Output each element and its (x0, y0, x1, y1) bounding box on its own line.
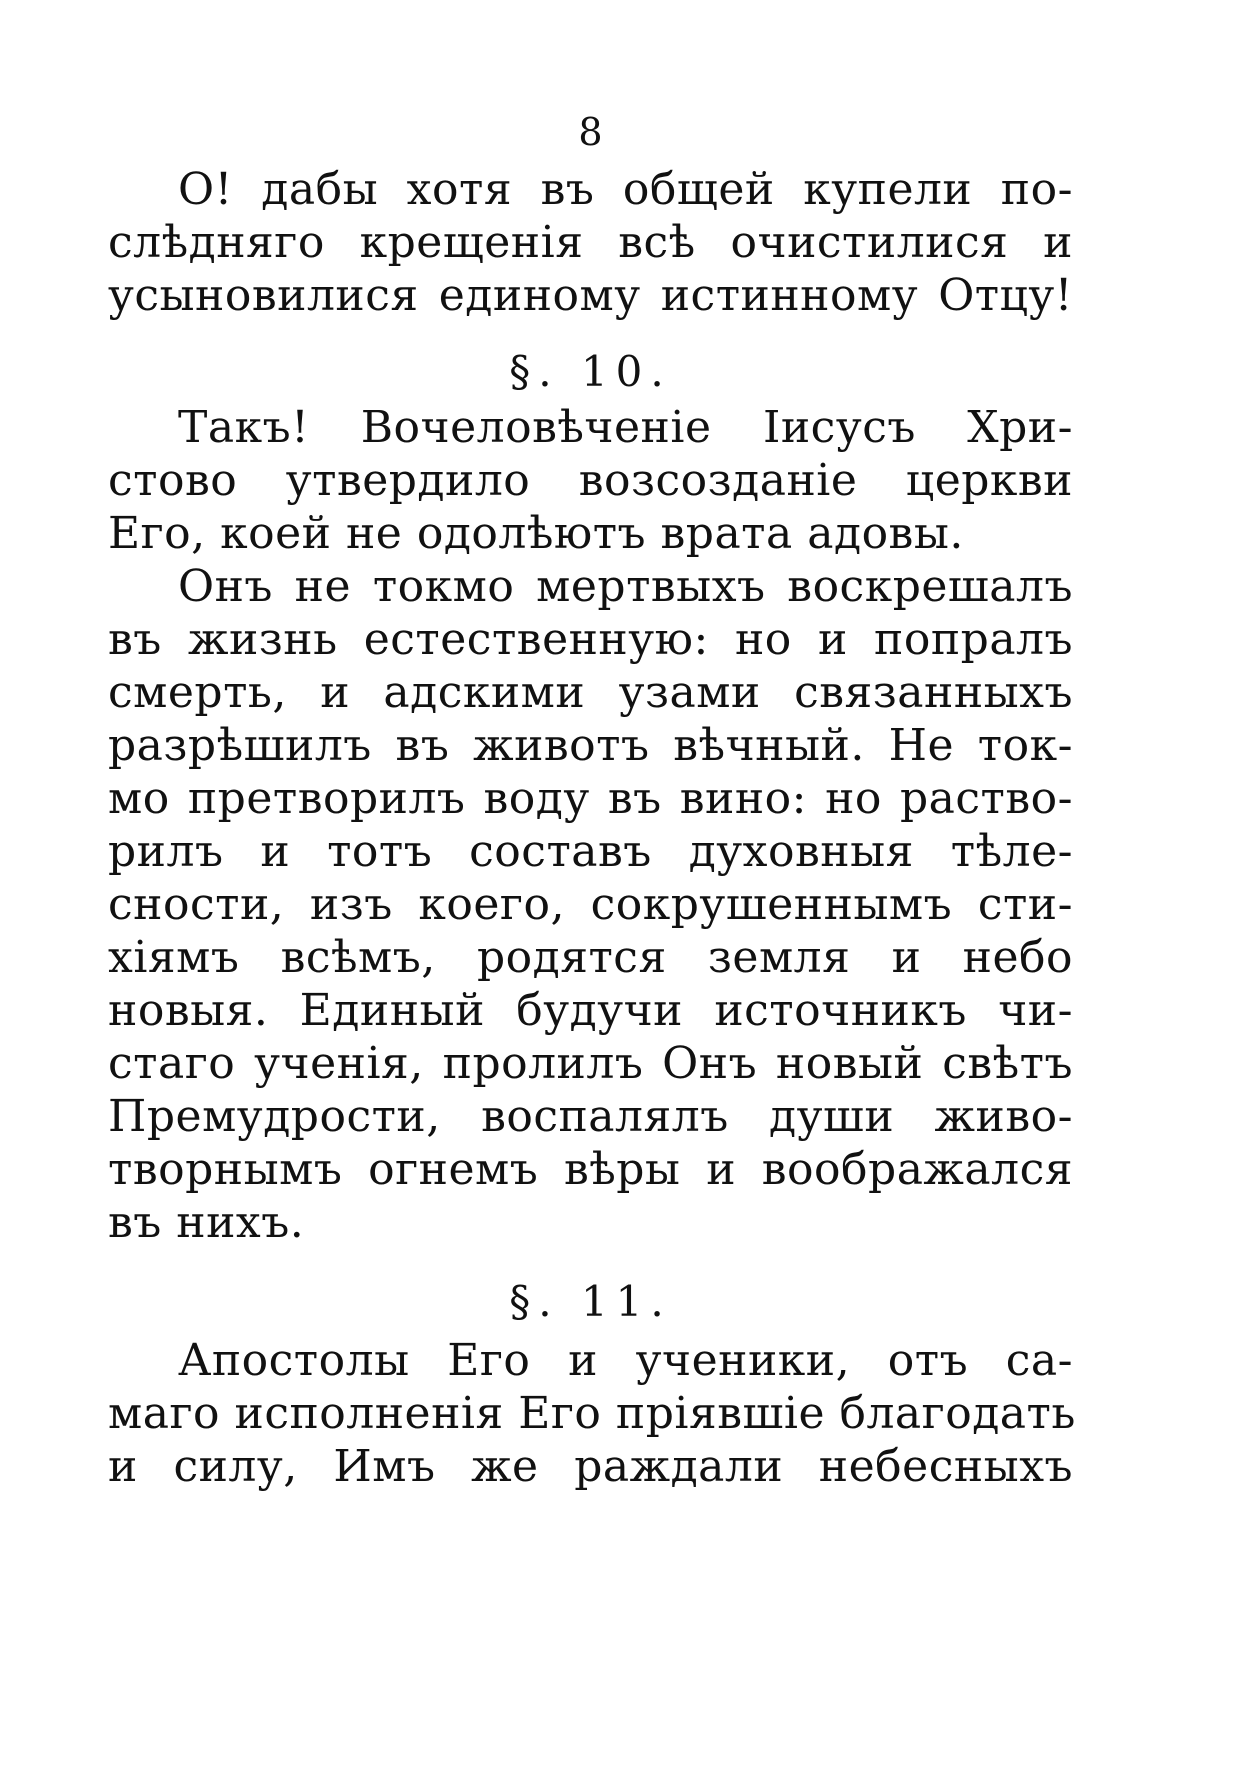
paragraph-line: Его, коей не одолѣютъ врата адовы. (108, 508, 964, 559)
paragraph-line: разрѣшилъ въ животъ вѣчный. Не ток- (108, 720, 1073, 771)
page-number: 8 (578, 110, 603, 154)
paragraph-line: О! дабы хотя въ общей купели по- (178, 164, 1073, 215)
paragraph-line: маго исполненія Его пріявшіе благодать (108, 1388, 1076, 1439)
paragraph-line: Такъ! Вочеловѣченіе Іисусъ Хри- (178, 402, 1073, 453)
paragraph-line: стаго ученія, пролилъ Онъ новый свѣтъ (108, 1038, 1073, 1089)
paragraph-line: и силу, Имъ же раждали небесныхъ (108, 1441, 1073, 1492)
paragraph-line: смерть, и адскими узами связанныхъ (108, 667, 1073, 718)
section-heading-11: §. 11. (509, 1277, 672, 1326)
section-heading-10: §. 10. (509, 347, 672, 396)
paragraph-line: хіямъ всѣмъ, родятся земля и небо (108, 932, 1073, 983)
paragraph-line: Апостолы Его и ученики, отъ са- (178, 1335, 1073, 1386)
paragraph-line: стово утвердило возсозданіе церкви (108, 455, 1073, 506)
paragraph-line: въ нихъ. (108, 1197, 305, 1248)
paragraph-line: новыя. Единый будучи источникъ чи- (108, 985, 1073, 1036)
paragraph-line: мо претворилъ воду въ вино: но раство- (108, 773, 1073, 824)
paragraph-line: творнымъ огнемъ вѣры и воображался (108, 1144, 1073, 1195)
paragraph-line: усыновилися единому истинному Отцу! (108, 270, 1073, 321)
paragraph-line: рилъ и тотъ составъ духовныя тѣле- (108, 826, 1073, 877)
paragraph-line: слѣдняго крещенія всѣ очистилися и (108, 217, 1073, 268)
paragraph-line: Онъ не токмо мертвыхъ воскрешалъ (178, 561, 1073, 612)
paragraph-line: въ жизнь естественную: но и попралъ (108, 614, 1073, 665)
book-page (108, 0, 1076, 1786)
paragraph-line: сности, изъ коего, сокрушеннымъ сти- (108, 879, 1073, 930)
paragraph-line: Премудрости, воспалялъ души живо- (108, 1091, 1073, 1142)
